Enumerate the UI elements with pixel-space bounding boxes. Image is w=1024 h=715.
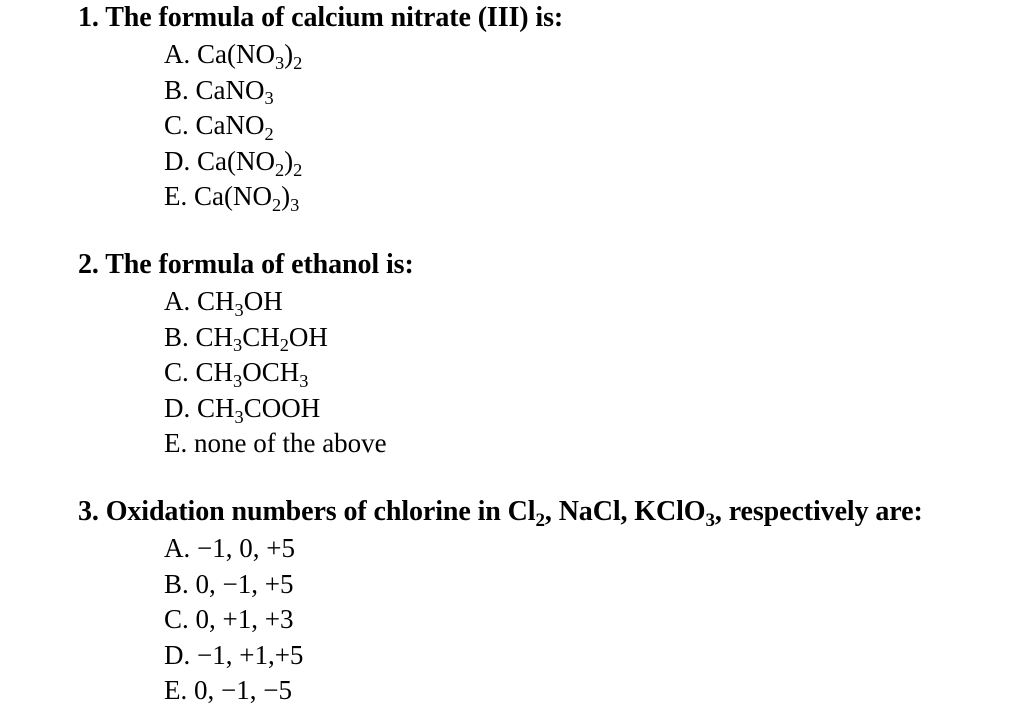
text-segment: D. −1, +1,+5 xyxy=(164,639,304,670)
question-title xyxy=(78,250,414,280)
question-title xyxy=(78,3,563,33)
text-segment: OH xyxy=(288,321,328,352)
subscript: 3 xyxy=(299,371,309,392)
text-segment: CH xyxy=(242,321,280,352)
subscript: 3 xyxy=(264,88,274,109)
option-a xyxy=(164,284,414,320)
question-1 xyxy=(78,3,563,215)
option-a xyxy=(164,37,563,73)
text-segment: , NaCl, KClO xyxy=(544,496,706,527)
option-b xyxy=(164,320,414,356)
text-segment: C. CH xyxy=(164,357,234,388)
text-segment: A. Ca(NO xyxy=(164,39,275,69)
option-a xyxy=(164,531,923,567)
answer-options xyxy=(164,531,923,709)
subscript: 2 xyxy=(535,510,545,532)
text-segment: D. CH xyxy=(164,392,235,423)
subscript: 3 xyxy=(234,406,244,427)
text-segment: A. −1, 0, +5 xyxy=(164,533,295,563)
text-segment: COOH xyxy=(243,392,321,423)
option-e xyxy=(164,179,563,215)
answer-options xyxy=(164,284,414,462)
answer-options xyxy=(164,37,563,215)
subscript: 2 xyxy=(264,124,274,145)
text-segment: E. none of the above xyxy=(164,428,387,459)
subscript: 3 xyxy=(290,195,300,216)
text-segment: 2. The formula of ethanol is: xyxy=(78,249,414,280)
text-segment: C. 0, +1, +3 xyxy=(164,604,294,635)
text-segment: , respectively are: xyxy=(714,496,923,527)
option-d xyxy=(164,638,923,674)
option-c xyxy=(164,355,414,391)
subscript: 2 xyxy=(271,195,282,216)
text-segment: 3. Oxidation numbers of chlorine in Cl xyxy=(78,496,536,527)
subscript: 2 xyxy=(279,335,289,356)
subscript: 3 xyxy=(233,335,243,356)
text-segment: B. CaNO xyxy=(164,74,265,105)
subscript: 2 xyxy=(274,159,285,180)
text-segment: ) xyxy=(281,181,291,212)
subscript: 3 xyxy=(233,371,243,392)
text-segment: OH xyxy=(243,286,283,316)
option-b xyxy=(164,73,563,109)
text-segment: E. Ca(NO xyxy=(164,181,272,212)
text-segment: D. Ca(NO xyxy=(164,145,275,176)
text-segment: B. CH xyxy=(164,321,234,352)
question-3 xyxy=(78,497,923,709)
text-segment: A. CH xyxy=(164,286,235,316)
text-segment: ) xyxy=(284,39,294,69)
subscript: 3 xyxy=(705,510,715,532)
subscript: 3 xyxy=(274,52,285,73)
text-segment: OCH xyxy=(242,357,300,388)
text-segment: C. CaNO xyxy=(164,110,265,141)
option-d xyxy=(164,391,414,427)
subscript: 3 xyxy=(234,299,244,320)
option-c xyxy=(164,108,563,144)
text-segment: E. 0, −1, −5 xyxy=(164,675,292,706)
question-2 xyxy=(78,250,414,462)
option-b xyxy=(164,567,923,603)
text-segment: B. 0, −1, +5 xyxy=(164,568,294,599)
option-c xyxy=(164,602,923,638)
subscript: 2 xyxy=(293,159,303,180)
option-e xyxy=(164,426,414,462)
subscript: 2 xyxy=(293,52,303,73)
option-d xyxy=(164,144,563,180)
question-title xyxy=(78,496,923,532)
text-segment: ) xyxy=(284,145,294,176)
option-e xyxy=(164,673,923,709)
text-segment: 1. The formula of calcium nitrate (III) is: xyxy=(78,2,564,33)
